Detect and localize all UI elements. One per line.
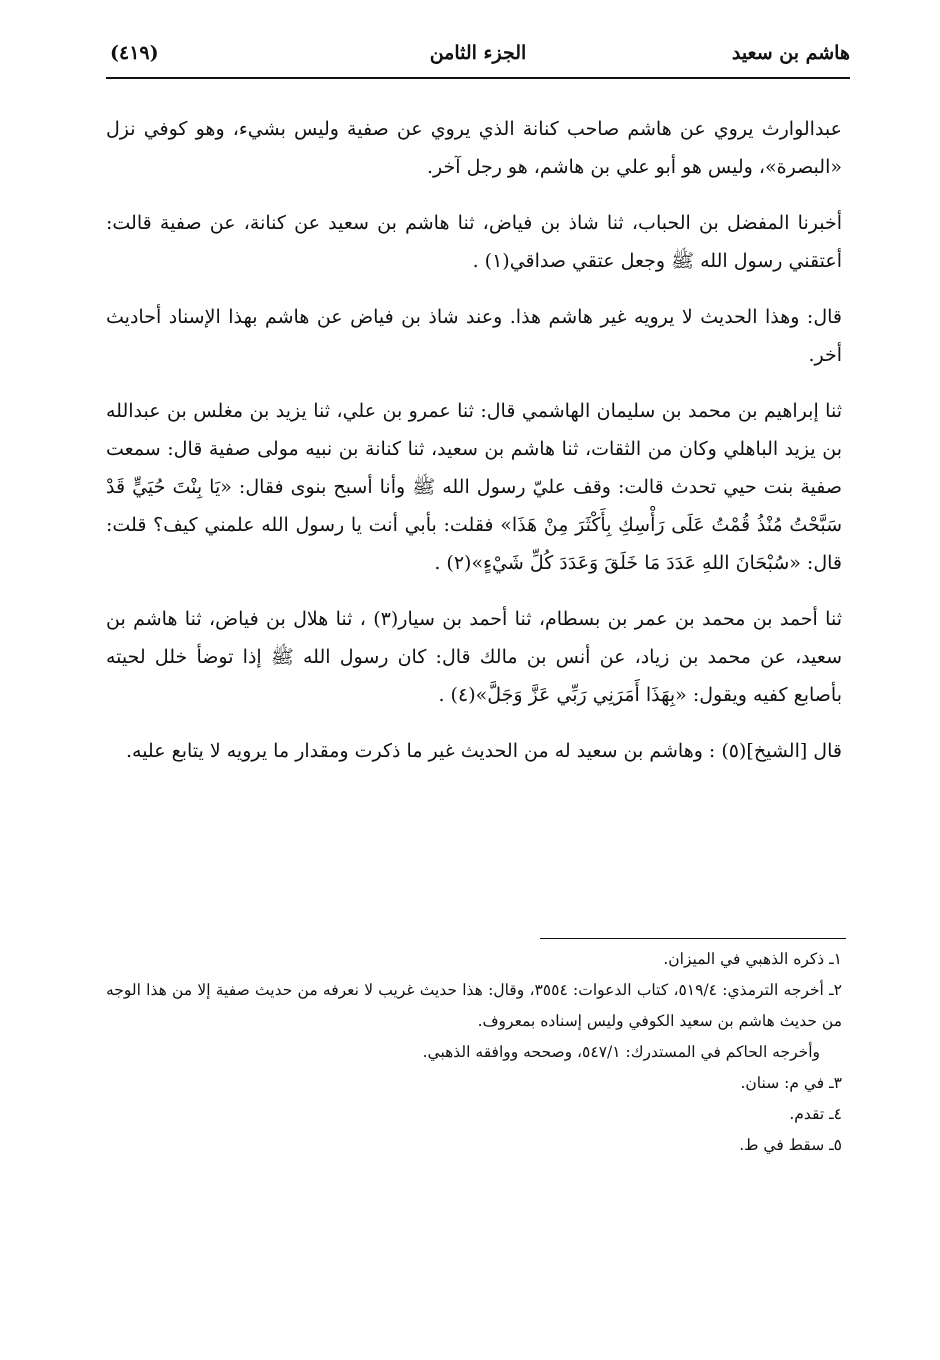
paragraph: أخبرنا المفضل بن الحباب، ثنا شاذ بن فياض، ثنا هاشم بن سعيد عن كنانة، عن صفية قالت: أعتقني رسول الله ﷺ وجعل عتقي صداقي(١) . xyxy=(106,212,842,272)
paragraph: ثنا إبراهيم بن محمد بن سليمان الهاشمي قال: ثنا عمرو بن علي، ثنا يزيد بن مغلس بن عبدالله بن يزيد الباهلي وكان من الثقات، ثنا هاشم بن سعيد، ثنا كنانة بن نبيه مولى صفية قال: سمعت صفية بنت حيي تحدث قالت: وقف عليّ رسول الله ﷺ وأنا أسبح بنوى فقال: «يَا بِنْتَ حُيَيٍّ قَدْ سَبَّحْتُ مُنْذُ قُمْتُ عَلَى رَأْسِكِ بِأَكْثَرَ مِنْ هَذَا» فقلت: بأبي أنت يا رسول الله علمني كيف؟ قلت: قال: «سُبْحَانَ اللهِ عَدَدَ مَا خَلَقَ وَعَدَدَ كُلِّ شَيْءٍ»(٢) . xyxy=(106,400,842,574)
footnote: ٥ـ سقط في ط. xyxy=(739,1136,842,1154)
header-author: هاشم بن سعيد xyxy=(731,42,850,64)
paragraph: قال [الشيخ](٥) : وهاشم بن سعيد له من الحديث غير ما ذكرت ومقدار ما يرويه لا يتابع عليه. xyxy=(125,740,842,762)
footnote: ١ـ ذكره الذهبي في الميزان. xyxy=(663,950,842,968)
paragraph: ثنا أحمد بن محمد بن عمر بن بسطام، ثنا أحمد بن سيار(٣) ، ثنا هلال بن فياض، ثنا هاشم بن سعيد، عن محمد بن زياد، عن أنس بن مالك قال: كان رسول الله ﷺ إذا توضأ خلل لحيته بأصابع كفيه ويقول: «بِهَذَا أَمَرَنِي رَبِّي عَزَّ وَجَلَّ»(٤) . xyxy=(106,608,842,706)
header-volume: الجزء الثامن xyxy=(429,42,527,64)
footnote-continuation: وأخرجه الحاكم في المستدرك: ٥٤٧/١، وصححه ووافقه الذهبي. xyxy=(422,1043,820,1061)
paragraph: عبدالوارث يروي عن هاشم صاحب كنانة الذي يروي عن صفية وليس بشيء، وهو كوفي نزل «البصرة»، وليس هو أبو علي بن هاشم، هو رجل آخر. xyxy=(106,118,842,178)
footnote-rule xyxy=(540,938,846,939)
footnote: ٤ـ تقدم. xyxy=(789,1105,842,1123)
main-text xyxy=(106,110,842,770)
paragraph: قال: وهذا الحديث لا يرويه غير هاشم هذا. وعند شاذ بن فياض عن هاشم بهذا الإسناد أحاديث أخر. xyxy=(106,306,842,366)
header-rule xyxy=(106,77,850,79)
header-page-number: (٤١٩) xyxy=(110,42,159,64)
running-header xyxy=(106,36,850,76)
footnote: ٣ـ في م: سنان. xyxy=(740,1074,842,1092)
footnote: ٢ـ أخرجه الترمذي: ٥١٩/٤، كتاب الدعوات: ٣٥٥٤، وقال: هذا حديث غريب لا نعرفه من حديث صفية إلا من هذا الوجه من حديث هاشم بن سعيد الكوفي وليس إسناده بمعروف. xyxy=(106,981,842,1030)
footnotes xyxy=(106,944,842,1161)
